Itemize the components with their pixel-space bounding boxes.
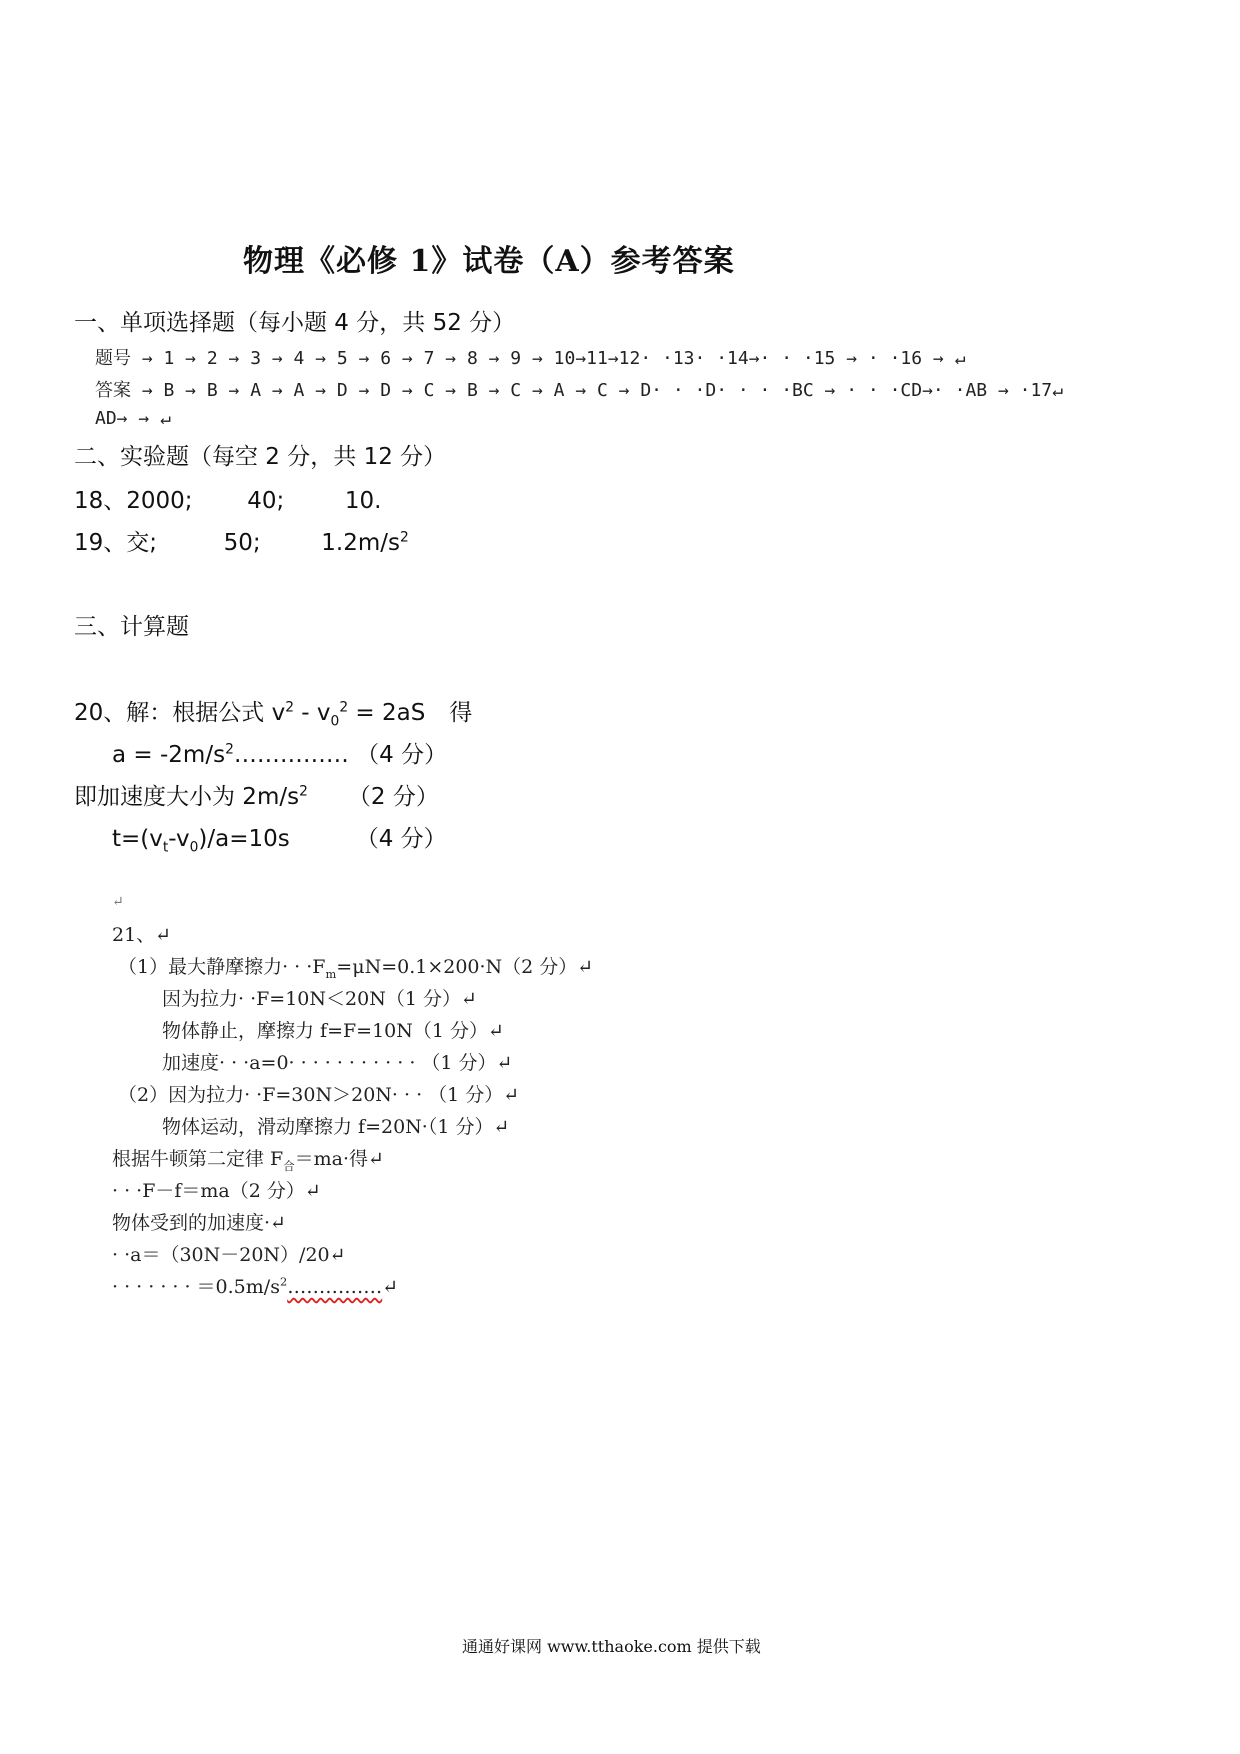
q21-line11: · · · · · · · $=0.5m/s^2\dots\dots\dots\dots\dots↵$ — [112, 1274, 399, 1298]
q21-line3: 物体静止，摩擦力 f=F=10N（1 分）↵ — [162, 1020, 504, 1042]
answer-18 — [74, 482, 381, 515]
q20-line4: $t=(v_t-v_0)/a=10s$ （4 分） — [112, 826, 447, 856]
page-title: 物理《必修 1》试卷（A）参考答案 — [243, 244, 735, 279]
section1-heading: 一、单项选择题（每小题 4 分，共 52 分） — [74, 310, 516, 336]
footer-note: 通通好课网 www.tthaoke.com 提供下载 — [462, 1637, 761, 1656]
section3-heading: 三、计算题 — [74, 614, 189, 640]
q21-line9: 物体受到的加速度·↵ — [112, 1212, 286, 1234]
q21-line6: 物体运动，滑动摩擦力 f=20N·（1 分）↵ — [162, 1116, 510, 1138]
answer-18-a3: 10. — [344, 488, 382, 514]
q21-line1: （1）最大静摩擦力· · $\cdot F_m=\mu N=0.1\times 200\cdot N(2$ 分）↵ — [118, 956, 594, 981]
answer-18-a1: 18、2000; — [74, 488, 193, 514]
q21-label: 21、↵ — [112, 924, 172, 946]
paragraph-mark: ↵ — [112, 894, 124, 910]
answer-19-a1: 19、交; — [74, 530, 158, 556]
answer-18-a2: 40; — [247, 488, 285, 514]
q21-line5: （2）因为拉力· ·F=30N＞20N· · · （1 分）↵ — [118, 1084, 520, 1106]
answer-table-continuation: AD→ → ↵ — [95, 408, 171, 429]
answer-19 — [74, 524, 409, 557]
q21-line7: 根据牛顿第二定律 $F_合=ma\cdot$得↵ — [112, 1148, 384, 1173]
answer-19-a3: $1.2m/s^2$ — [321, 529, 409, 556]
answer-19-a2: 50; — [223, 530, 261, 556]
section2-heading: 二、实验题（每空 2 分，共 12 分） — [74, 444, 447, 470]
q21-line4: 加速度· · ·a=0· · · · · · · · · · · （1 分）↵ — [162, 1052, 513, 1074]
answer-table-numbers: 题号 → 1 → 2 → 3 → 4 → 5 → 6 → 7 → 8 → 9 → 10→11→12· ·13· ·14→· · ·15 → · ·16 → ↵ — [95, 348, 966, 369]
q20-line1: 20、解：根据公式 $v^2 - v_0^2 = 2aS$ 得 — [74, 699, 473, 730]
answer-table-answers: 答案 → B → B → A → A → D → D → C → B → C → A → C → D· · ·D· · · ·BC → · · ·CD→· ·AB → ·17↵ — [95, 380, 1063, 401]
q20-line3: 即加速度大小为 $2m/s^2$ （2 分） — [74, 783, 439, 810]
q21-line8: · · ·F－f＝ma（2 分）↵ — [112, 1180, 321, 1202]
q21-line10: · ·a＝（30N－20N）/20↵ — [112, 1244, 346, 1266]
q20-line2: $a = -2m/s^2\dots\dots\dots\dots\dots$ （4 分） — [112, 741, 448, 768]
q21-line2: 因为拉力· ·F=10N＜20N（1 分）↵ — [162, 988, 477, 1010]
